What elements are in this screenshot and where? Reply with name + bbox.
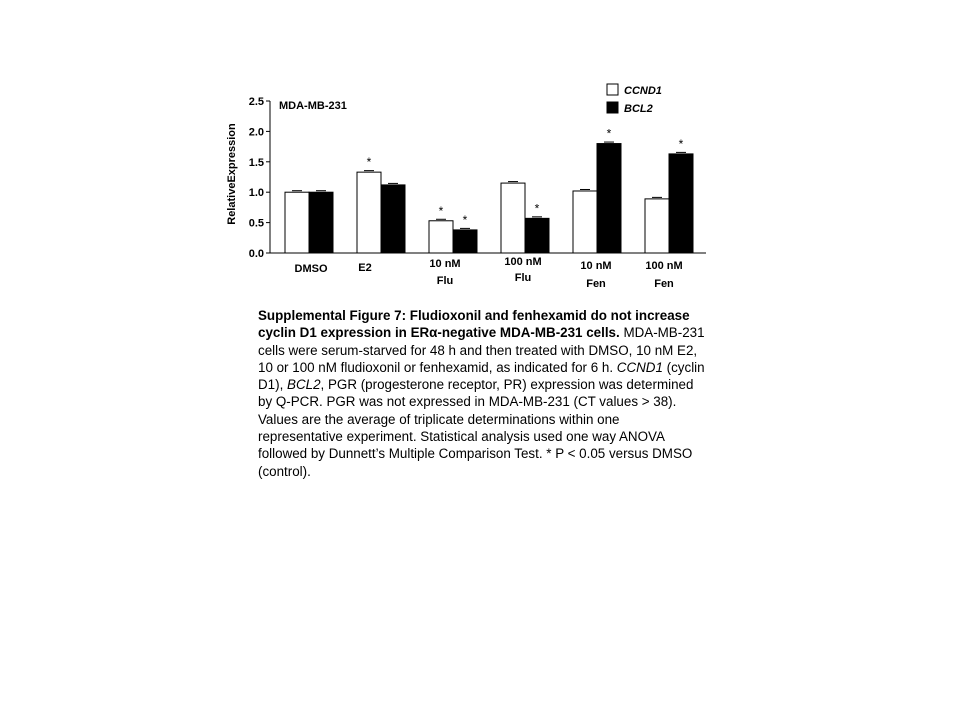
significance-marker: * [462, 212, 468, 227]
significance-marker: * [678, 136, 684, 151]
x-tick-label: 10 nM [429, 258, 461, 270]
bar-bcl2 [525, 218, 549, 253]
figure-caption [258, 307, 708, 480]
y-tick-label: 0.5 [248, 217, 264, 230]
y-tick-label: 2.0 [248, 126, 264, 139]
x-tick-label: 10 nM [580, 260, 612, 272]
bar-ccnd1 [645, 199, 669, 253]
bar-ccnd1 [429, 221, 453, 253]
bar-ccnd1 [501, 183, 525, 253]
x-tick-label: 100 nM [645, 260, 683, 272]
y-ticks [249, 96, 270, 260]
axes [270, 101, 706, 253]
x-tick-label: Fen [654, 278, 674, 290]
bar-bcl2 [309, 192, 333, 253]
x-tick-label: E2 [358, 262, 372, 274]
y-axis-label: RelativeExpression [226, 123, 238, 225]
legend-label-bcl2: BCL2 [624, 103, 653, 115]
x-tick-label: 100 nM [504, 256, 542, 268]
legend-swatch-bcl2 [607, 102, 618, 113]
y-tick-label: 0.0 [248, 248, 264, 260]
significance-marker: * [534, 201, 540, 216]
x-tick-labels [295, 256, 683, 290]
x-tick-label: Flu [436, 275, 454, 287]
caption-gene-ccnd1: CCND1 [616, 359, 663, 375]
caption-text-1: MDA-MB-231 cells were serum-starved for 48 h and then treated with DMSO, 10 nM E2, 10 or 100 nM fludioxonil or fenhexamid, as indicated for 6 h. [258, 325, 705, 375]
caption-gene-bcl2: BCL2 [287, 377, 321, 393]
x-tick-label: DMSO [294, 263, 328, 275]
y-tick-label: 1.5 [248, 156, 264, 169]
bar-bcl2 [381, 185, 405, 253]
significance-marker: * [366, 155, 372, 170]
significance-marker: * [606, 126, 612, 141]
bar-bcl2 [453, 230, 477, 253]
caption-bold-1: Supplemental Figure 7: Fludioxonil and fenhexamid do not increase cyclin D1 expression in ER [258, 308, 690, 341]
y-tick-label: 2.5 [248, 96, 264, 108]
legend-swatch-ccnd1 [607, 84, 618, 95]
bar-ccnd1 [573, 191, 597, 253]
y-tick-label: 1.0 [248, 187, 264, 200]
caption-bold-2: -negative MDA-MB-231 cells. [437, 325, 620, 341]
chart-title: MDA-MB-231 [279, 100, 347, 112]
x-tick-label: Fen [586, 278, 606, 290]
alpha-symbol: α [429, 325, 438, 341]
bar-ccnd1 [357, 172, 381, 253]
bar-bcl2 [669, 154, 693, 253]
caption-text-2: (cyclin D1), [258, 359, 705, 393]
caption-text-3: , PGR (progesterone receptor, PR) expression was determined by Q-PCR. PGR was not expressed in MDA-MB-231 (CT values > 38). Values are the average of triplicate determinations within one representative experiment. Statistical analysis used one way ANOVA followed by Dunnett’s Multiple Comparison Test. * P < 0.05 versus DMSO (control). [258, 377, 694, 479]
bar-ccnd1 [285, 192, 309, 253]
bar-chart [0, 0, 960, 300]
x-tick-label: Flu [514, 272, 532, 284]
bars [285, 127, 693, 253]
bar-bcl2 [597, 144, 621, 253]
legend [607, 84, 662, 115]
significance-marker: * [438, 203, 444, 218]
legend-label-ccnd1: CCND1 [624, 85, 662, 97]
